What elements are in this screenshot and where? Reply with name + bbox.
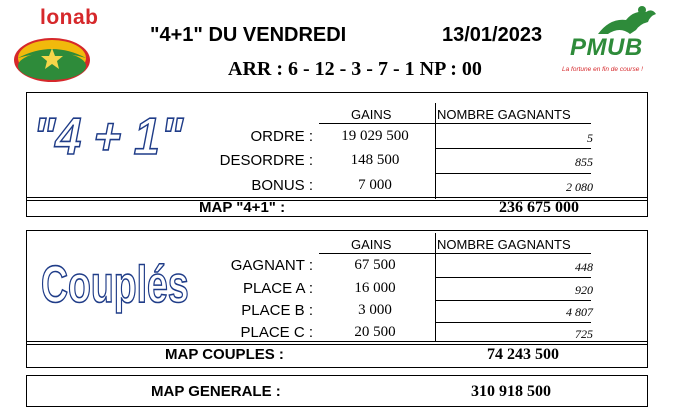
quatre-plus-un-section (26, 92, 648, 217)
gain-gagnant: 67 500 (354, 257, 396, 273)
gagnants-gagnant: 448 (575, 260, 593, 274)
row-label-gagnant: GAGNANT : (230, 257, 313, 274)
horse-jockey-icon (560, 4, 672, 38)
gain-desordre: 148 500 (350, 152, 400, 168)
lonab-logo (6, 4, 118, 88)
gain-bonus: 7 000 (358, 177, 392, 193)
map-generale-section (26, 375, 648, 407)
gagnants-place-c: 725 (575, 327, 593, 341)
row-label-bonus: BONUS : (251, 177, 313, 194)
map-quatre-plus-un-value: 236 675 000 (499, 199, 579, 216)
col-gains: GAINS (351, 237, 392, 252)
couples-section (26, 230, 648, 368)
pmub-logo (560, 4, 672, 86)
map-couples-label: MAP COUPLES : (165, 346, 284, 363)
gain-ordre: 19 029 500 (341, 128, 409, 144)
gagnants-place-a: 920 (575, 283, 593, 297)
row-label-place-b: PLACE B : (241, 302, 313, 319)
col-gains: GAINS (351, 107, 392, 122)
couples-badge: Couplés (41, 256, 189, 314)
page-title: "4+1" DU VENDREDI (150, 24, 347, 46)
gagnants-ordre: 5 (587, 131, 593, 145)
lonab-emblem-icon (6, 4, 118, 88)
arrival-result: ARR : 6 - 12 - 3 - 7 - 1 NP : 00 (228, 58, 482, 80)
map-generale-value: 310 918 500 (471, 383, 551, 400)
quatre-plus-un-badge: "4 + 1" (27, 108, 189, 166)
col-nombre-gagnants: NOMBRE GAGNANTS (437, 107, 571, 122)
gagnants-desordre: 855 (575, 155, 593, 169)
col-nombre-gagnants: NOMBRE GAGNANTS (437, 237, 571, 252)
pmub-tagline: La fortune en fin de course ! (562, 66, 643, 73)
row-label-place-a: PLACE A : (242, 280, 313, 297)
gagnants-bonus: 2 080 (566, 180, 593, 194)
lonab-wordmark: lonab (40, 6, 99, 29)
row-label-desordre: DESORDRE : (219, 152, 313, 169)
row-label-place-c: PLACE C : (240, 324, 313, 341)
draw-date: 13/01/2023 (442, 24, 543, 46)
map-couples-value: 74 243 500 (487, 346, 559, 363)
gagnants-place-b: 4 807 (566, 305, 593, 319)
pmub-wordmark: PMUB (570, 34, 643, 61)
map-generale-label: MAP GENERALE : (151, 383, 281, 400)
gain-place-b: 3 000 (358, 302, 392, 318)
gain-place-c: 20 500 (354, 324, 396, 340)
gain-place-a: 16 000 (354, 280, 396, 296)
map-quatre-plus-un-label: MAP "4+1" : (199, 199, 286, 216)
row-label-ordre: ORDRE : (250, 128, 313, 145)
